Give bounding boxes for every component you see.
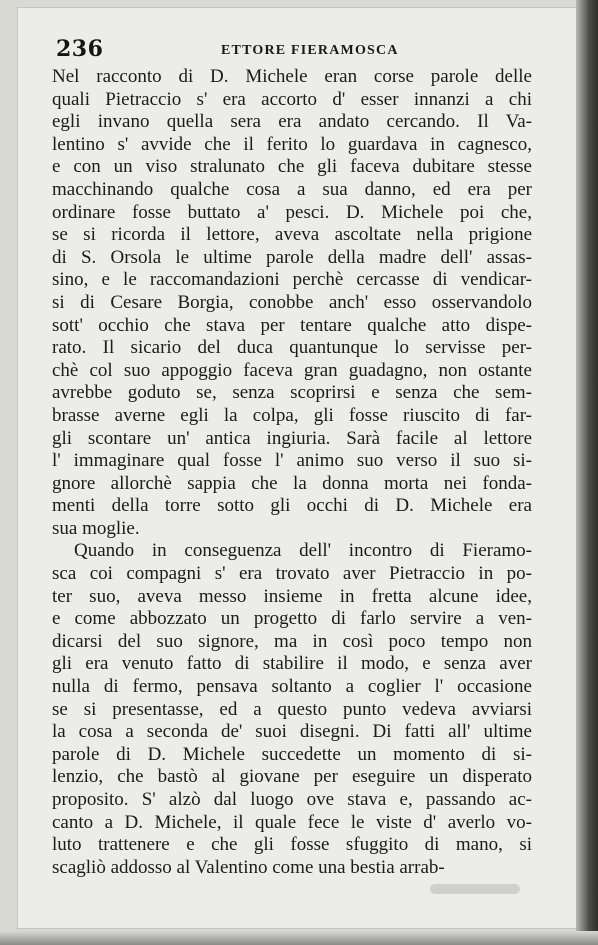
text-line: Nel racconto di D. Michele eran corse parole delle [52,66,532,87]
text-line: macchinando qualche cosa a sua danno, ed era per [52,178,532,200]
text-line: sino, e le raccomandazioni perchè cercasse di vendicar- [52,269,532,291]
text-line: Quando in conseguenza dell' incontro di Fieramo- [74,540,532,562]
text-line: se si presentasse, ed a questo punto vedeva avviarsi [52,698,532,720]
text-line: egli invano quella sera era andato cercando. Il Va- [52,111,532,133]
text-line: luto trattenere e che gli fosse sfuggito di mano, si [52,834,532,856]
binding-shadow [576,0,598,945]
text-line: sott' occhio che stava per tentare qualche atto dispe- [52,314,532,336]
text-line: nulla di fermo, pensava soltanto a coglier l' occasione [52,676,532,698]
body-text [52,66,532,879]
text-line: e come abbozzato un progetto di farlo servire a ven- [52,608,532,630]
text-line: gli era venuto fatto di stabilire il modo, e senza aver [52,653,532,675]
text-line: proposito. S' alzò dal luogo ove stava e, passando ac- [52,789,532,810]
text-line: dicarsi del suo signore, ma in così poco tempo non [52,630,532,652]
text-line: chè col suo appoggio faceva gran guadagno, non ostante [52,359,532,381]
text-line: ter suo, aveva messo insieme in fretta alcune idee, [52,585,532,607]
text-line: la cosa a seconda de' suoi disegni. Di fatti all' ultime [52,721,532,743]
page-bottom-edge [0,931,598,945]
text-line: menti della torre sotto gli occhi di D. Michele era [52,495,532,517]
text-line: brasse averne egli la colpa, gli fosse riuscito di far- [52,404,532,426]
text-line: lenzio, che bastò al giovane per eseguire un disperato [52,766,532,788]
text-line: sua moglie. [52,517,140,539]
text-line: di S. Orsola le ultime parole della madre dell' assas- [52,246,532,268]
text-line: se si ricorda il lettore, aveva ascoltate nella prigione [52,224,532,246]
text-line: e con un viso stralunato che gli faceva dubitare stesse [52,156,532,178]
text-line: lentino s' avvide che il ferito lo guardava in cagnesco, [52,133,532,155]
text-line: rato. Il sicario del duca quantunque lo servisse per- [52,337,532,359]
text-line: ordinare fosse buttato a' pesci. D. Michele poi che, [52,201,532,223]
text-line: l' immaginare qual fosse l' animo suo verso il suo si- [52,450,532,472]
text-line: parole di D. Michele succedette un momento di si- [52,743,532,765]
text-line: avrebbe goduto se, senza scoprirsi e senza che sem- [52,382,532,404]
text-line: canto a D. Michele, il quale fece le viste d' averlo vo- [52,811,532,833]
text-line: sca coi compagni s' era trovato aver Pietraccio in po- [52,563,532,585]
text-line: si di Cesare Borgia, conobbe anch' esso osservandolo [52,291,532,313]
running-head: ETTORE FIERAMOSCA [221,43,399,58]
ink-smudge [430,884,520,894]
text-line: quali Pietraccio s' era accorto d' esser innanzi a chi [52,88,532,110]
text-line: gli scontare un' antica ingiuria. Sarà facile al lettore [52,427,532,449]
page-header [56,36,546,66]
page-number: 236 [56,36,104,62]
text-line: scagliò addosso al Valentino come una bestia arrab- [52,856,445,878]
text-line: gnore allorchè sappia che la donna morta nei fonda- [52,472,532,494]
